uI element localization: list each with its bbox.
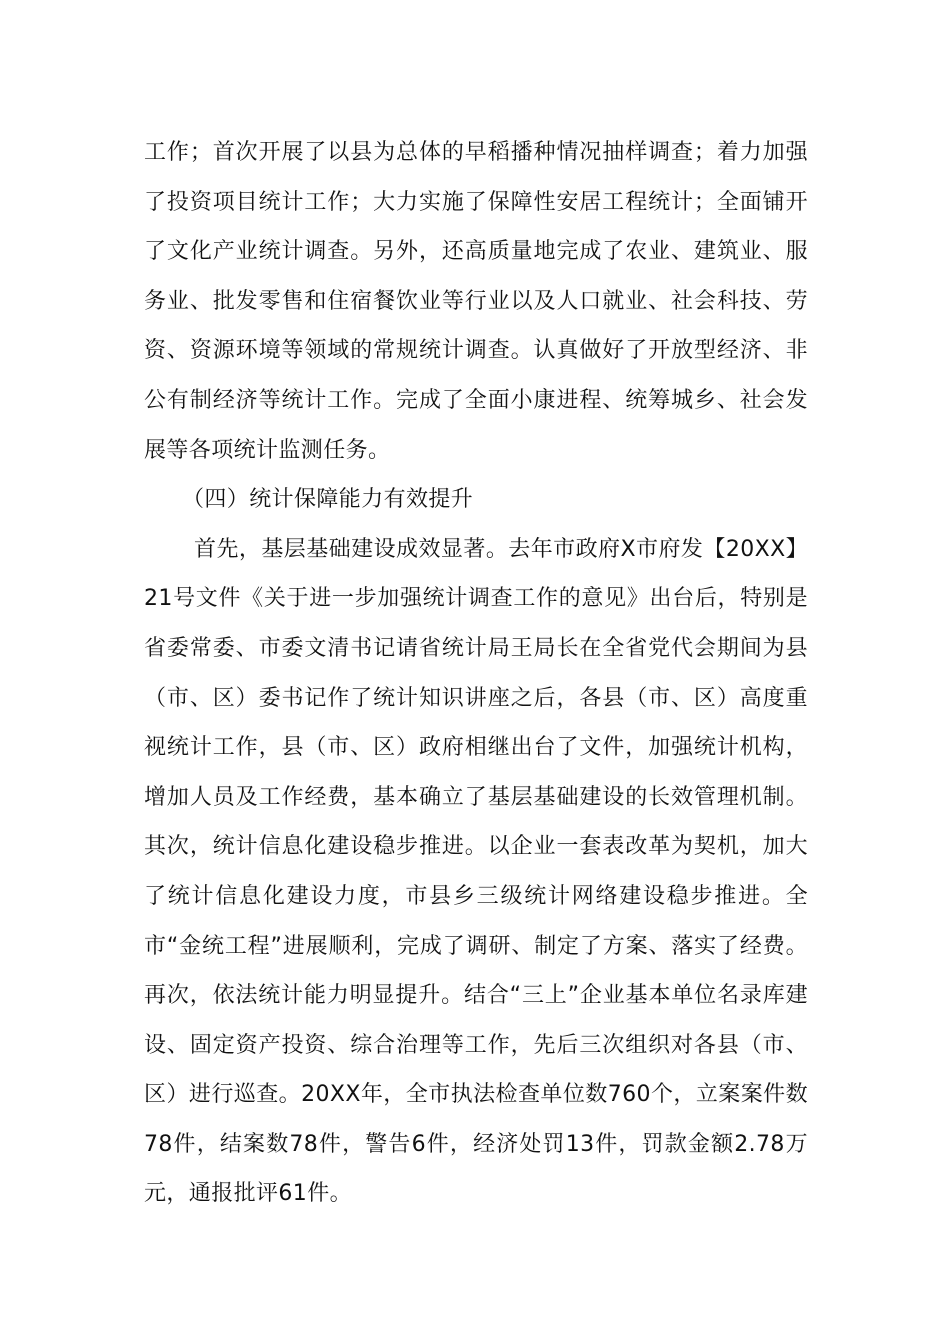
section-heading-statistics-capacity: （四）统计保障能力有效提升 (182, 487, 474, 513)
paragraph-survey-work: 工作；首次开展了以县为总体的早稻播种情况抽样调查；着力加强了投资项目统计工作；大力实施了保障性安居工程统计；全面铺开了文化产业统计调查。另外，还高质量地完成了农业、建筑业、服务业、批发零售和住宿餐饮业等行业以及人口就业、社会科技、劳资、资源环境等领域的常规统计调查。认真做好了开放型经济、非公有制经济等统计工作。完成了全面小康进程、统筹城乡、社会发展等各项统计监测任务。 (144, 140, 808, 463)
document-body (144, 128, 808, 1219)
paragraph-capacity-improvement: 首先，基层基础建设成效显著。去年市政府X市府发【20XX】21号文件《关于进一步加强统计调查工作的意见》出台后，特别是省委常委、市委文清书记请省统计局王局长在全省党代会期间为县（市、区）委书记作了统计知识讲座之后，各县（市、区）高度重视统计工作，县（市、区）政府相继出台了文件，加强统计机构，增加人员及工作经费，基本确立了基层基础建设的长效管理机制。其次，统计信息化建设稳步推进。以企业一套表改革为契机，加大了统计信息化建设力度，市县乡三级统计网络建设稳步推进。全市“金统工程”进展顺利，完成了调研、制定了方案、落实了经费。再次，依法统计能力明显提升。结合“三上”企业基本单位名录库建设、固定资产投资、综合治理等工作，先后三次组织对各县（市、区）进行巡查。20XX年，全市执法检查单位数760个，立案案件数78件，结案数78件，警告6件，经济处罚13件，罚款金额2.78万元，通报批评61件。 (144, 536, 808, 1207)
